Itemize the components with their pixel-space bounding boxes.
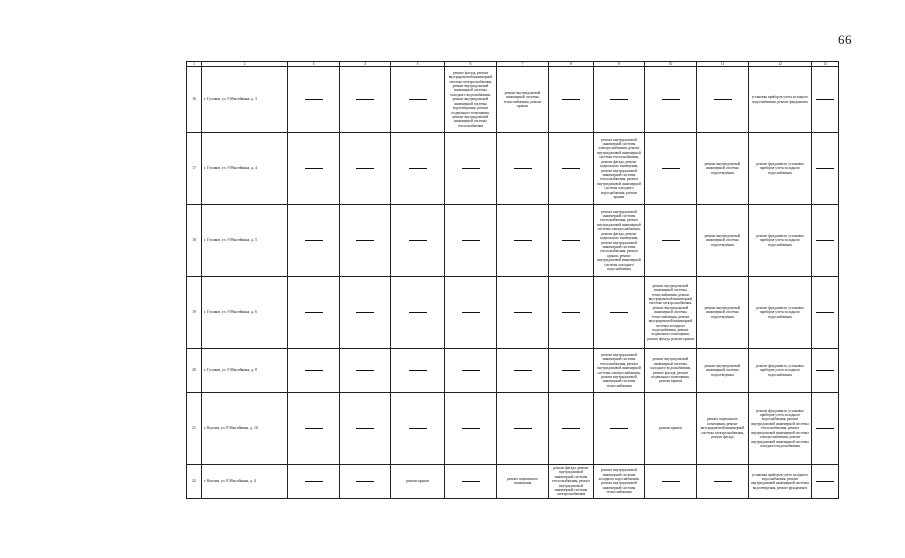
dash-mark bbox=[610, 312, 628, 313]
table-row bbox=[187, 465, 839, 499]
row-address: г. Гусиков, ул. 9 Мысейкина, д. 5 bbox=[202, 205, 288, 277]
empty-dash bbox=[645, 465, 697, 499]
work-cell: ремонт подвального помещения, ремонт внутридомовой инженерной системы электроснабжения, ремонт фасада bbox=[697, 393, 749, 465]
empty-dash bbox=[497, 393, 549, 465]
empty-dash bbox=[288, 465, 340, 499]
dash-mark bbox=[462, 312, 480, 313]
col-header: 11 bbox=[697, 62, 749, 67]
work-cell: ремонт внутридомовой инженерной системы теплоснабжения, ремонт внутридомовой инженерной системы электроснабжения, ремонт внутридомовой инженерной системы теплоснабжения bbox=[594, 349, 645, 393]
row-number: 22 bbox=[187, 465, 202, 499]
dash-mark bbox=[356, 99, 374, 100]
work-cell: ремонт крыши bbox=[391, 465, 445, 499]
empty-dash bbox=[549, 349, 594, 393]
table-row bbox=[187, 393, 839, 465]
empty-dash bbox=[288, 349, 340, 393]
empty-dash bbox=[549, 277, 594, 349]
empty-dash bbox=[645, 133, 697, 205]
col-header: 6 bbox=[445, 62, 497, 67]
work-cell: ремонт внутридомовой инженерной системы электроснабжения, ремонт внутридомовой инженерной системы теплоснабжения, ремонт фасада, ремонт подвального помещения, ремонт внутридомовой инженерной системы теплоснабжения, ремонт внутридомовой инженерной системы холодного водоснабжения, ремонт крыши bbox=[594, 133, 645, 205]
dash-mark bbox=[462, 240, 480, 241]
work-schedule-table bbox=[186, 61, 839, 499]
work-cell: ремонт фундамента, установка приборов учета холодного водоснабжения bbox=[749, 205, 812, 277]
empty-dash bbox=[594, 393, 645, 465]
empty-dash bbox=[445, 205, 497, 277]
work-cell: ремонт внутридомовой инженерной системы водоотведения bbox=[697, 133, 749, 205]
dash-mark bbox=[356, 481, 374, 482]
work-cell: ремонт фундамента, установка приборов учета холодного водоснабжения bbox=[749, 349, 812, 393]
empty-dash bbox=[645, 205, 697, 277]
row-address: г. Гусиков, ул. 9 Мысейкина, д. 8 bbox=[202, 349, 288, 393]
empty-dash bbox=[549, 205, 594, 277]
col-header: 8 bbox=[549, 62, 594, 67]
col-header: 5 bbox=[391, 62, 445, 67]
dash-mark bbox=[305, 428, 323, 429]
dash-mark bbox=[514, 240, 532, 241]
empty-dash bbox=[594, 67, 645, 133]
empty-dash bbox=[812, 67, 839, 133]
empty-dash bbox=[594, 277, 645, 349]
empty-dash bbox=[288, 205, 340, 277]
dash-mark bbox=[562, 99, 580, 100]
dash-mark bbox=[514, 312, 532, 313]
row-number: 18 bbox=[187, 205, 202, 277]
dash-mark bbox=[356, 240, 374, 241]
empty-dash bbox=[445, 393, 497, 465]
dash-mark bbox=[305, 168, 323, 169]
col-header: 7 bbox=[497, 62, 549, 67]
dash-mark bbox=[356, 370, 374, 371]
dash-mark bbox=[662, 240, 680, 241]
dash-mark bbox=[562, 312, 580, 313]
row-number: 17 bbox=[187, 133, 202, 205]
work-cell: ремонт фундамента, установка приборов учета холодного водоснабжения bbox=[749, 277, 812, 349]
dash-mark bbox=[562, 240, 580, 241]
dash-mark bbox=[610, 428, 628, 429]
empty-dash bbox=[288, 393, 340, 465]
work-cell: ремонт внутридомовой инженерной системы теплоснабжения, ремонт крыши bbox=[497, 67, 549, 133]
work-cell: ремонт фундамента, установка приборов учета холодного водоснабжения bbox=[749, 133, 812, 205]
dash-mark bbox=[356, 312, 374, 313]
col-header: 1 bbox=[187, 62, 202, 67]
dash-mark bbox=[662, 99, 680, 100]
row-address: г. Куклин, ул. 8 Мысейкина, д. 10 bbox=[202, 393, 288, 465]
dash-mark bbox=[409, 370, 427, 371]
empty-dash bbox=[391, 133, 445, 205]
empty-dash bbox=[497, 205, 549, 277]
empty-dash bbox=[812, 205, 839, 277]
row-address: г. Гусиков, ул. 9 Мысейкина, д. 6 bbox=[202, 277, 288, 349]
work-cell: ремонт внутридомовой инженерной системы водоотведения bbox=[697, 277, 749, 349]
empty-dash bbox=[340, 133, 391, 205]
dash-mark bbox=[514, 168, 532, 169]
work-cell: ремонт внутридомовой инженерной системы холодного водоснабжения, ремонт фасада, ремонт подвального помещения, ремонт крыши bbox=[645, 349, 697, 393]
empty-dash bbox=[697, 465, 749, 499]
dash-mark bbox=[514, 428, 532, 429]
empty-dash bbox=[391, 277, 445, 349]
dash-mark bbox=[462, 481, 480, 482]
empty-dash bbox=[340, 393, 391, 465]
dash-mark bbox=[562, 428, 580, 429]
row-address: г. Куклин, ул. 8 Мысейкина, д. 4 bbox=[202, 465, 288, 499]
work-cell: установка приборов учета холодного водоснабжения, ремонт фундамента bbox=[749, 67, 812, 133]
empty-dash bbox=[391, 67, 445, 133]
page-number: 66 bbox=[838, 32, 852, 47]
dash-mark bbox=[356, 428, 374, 429]
dash-mark bbox=[305, 370, 323, 371]
empty-dash bbox=[288, 133, 340, 205]
dash-mark bbox=[305, 99, 323, 100]
empty-dash bbox=[549, 67, 594, 133]
dash-mark bbox=[409, 99, 427, 100]
dash-mark bbox=[409, 240, 427, 241]
row-number: 21 bbox=[187, 393, 202, 465]
col-header: 13 bbox=[812, 62, 839, 67]
empty-dash bbox=[812, 277, 839, 349]
empty-dash bbox=[340, 277, 391, 349]
dash-mark bbox=[462, 370, 480, 371]
dash-mark bbox=[305, 240, 323, 241]
dash-mark bbox=[816, 240, 834, 241]
work-cell: ремонт фасада, ремонт внутридомовой инженерной системы теплоснабжения, ремонт внутридомовой инженерной системы электроснабжения bbox=[549, 465, 594, 499]
empty-dash bbox=[288, 67, 340, 133]
empty-dash bbox=[340, 205, 391, 277]
work-cell: установка приборов учета холодного водоснабжения, ремонт внутридомовой инженерной системы водоотведения, ремонт фундамента bbox=[749, 465, 812, 499]
empty-dash bbox=[697, 67, 749, 133]
dash-mark bbox=[816, 428, 834, 429]
empty-dash bbox=[391, 393, 445, 465]
row-address: г. Гусиков, ул. 9 Мысейкина, д. 4 bbox=[202, 133, 288, 205]
empty-dash bbox=[340, 349, 391, 393]
col-header: 4 bbox=[340, 62, 391, 67]
empty-dash bbox=[497, 277, 549, 349]
dash-mark bbox=[662, 168, 680, 169]
empty-dash bbox=[549, 133, 594, 205]
dash-mark bbox=[462, 428, 480, 429]
empty-dash bbox=[812, 133, 839, 205]
dash-mark bbox=[514, 370, 532, 371]
empty-dash bbox=[812, 393, 839, 465]
dash-mark bbox=[562, 370, 580, 371]
work-cell: ремонт фундамента, установка приборов учета холодного водоснабжения, ремонт внутридомовой инженерной системы теплоснабжения, ремонт внутридомовой инженерной системы электроснабжения, ремонт внутридомовой инженерной системы холодного водоснабжения bbox=[749, 393, 812, 465]
empty-dash bbox=[340, 67, 391, 133]
work-cell: ремонт подвального помещения bbox=[497, 465, 549, 499]
work-cell: ремонт внутридомовой инженерной системы теплоснабжения, ремонт внутридомовой инженерной системы электроснабжения, ремонт фасада, ремонт подвального помещения, ремонт внутридомовой инженерной системы теплоснабжения, ремонт крыши, ремонт внутридомовой инженерной системы холодного водоснабжения bbox=[594, 205, 645, 277]
empty-dash bbox=[812, 465, 839, 499]
dash-mark bbox=[816, 312, 834, 313]
dash-mark bbox=[356, 168, 374, 169]
dash-mark bbox=[305, 481, 323, 482]
col-header: 2 bbox=[202, 62, 288, 67]
dash-mark bbox=[816, 481, 834, 482]
row-address: г. Гусиков, ул. 9 Мысейкина, д. 3 bbox=[202, 67, 288, 133]
work-cell: ремонт внутридомовой инженерной системы холодного водоснабжения, ремонт внутридомовой инженерной системы теплоснабжения bbox=[594, 465, 645, 499]
empty-dash bbox=[812, 349, 839, 393]
dash-mark bbox=[714, 99, 732, 100]
work-cell: ремонт внутридомовой инженерной системы водоотведения bbox=[697, 349, 749, 393]
empty-dash bbox=[445, 349, 497, 393]
empty-dash bbox=[645, 67, 697, 133]
dash-mark bbox=[409, 428, 427, 429]
empty-dash bbox=[445, 465, 497, 499]
table-row bbox=[187, 205, 839, 277]
dash-mark bbox=[409, 312, 427, 313]
col-header: 9 bbox=[594, 62, 645, 67]
work-cell: ремонт внутридомовой инженерной системы водоотведения bbox=[697, 205, 749, 277]
dash-mark bbox=[816, 99, 834, 100]
empty-dash bbox=[288, 277, 340, 349]
dash-mark bbox=[816, 370, 834, 371]
dash-mark bbox=[305, 312, 323, 313]
table-row bbox=[187, 133, 839, 205]
dash-mark bbox=[816, 168, 834, 169]
empty-dash bbox=[340, 465, 391, 499]
row-number: 16 bbox=[187, 67, 202, 133]
col-header: 3 bbox=[288, 62, 340, 67]
dash-mark bbox=[462, 168, 480, 169]
dash-mark bbox=[610, 99, 628, 100]
row-number: 19 bbox=[187, 277, 202, 349]
col-header: 10 bbox=[645, 62, 697, 67]
empty-dash bbox=[497, 349, 549, 393]
dash-mark bbox=[662, 481, 680, 482]
empty-dash bbox=[391, 205, 445, 277]
dash-mark bbox=[714, 481, 732, 482]
dash-mark bbox=[409, 168, 427, 169]
work-cell: ремонт крыши bbox=[645, 393, 697, 465]
table-row bbox=[187, 67, 839, 133]
empty-dash bbox=[445, 277, 497, 349]
row-number: 20 bbox=[187, 349, 202, 393]
empty-dash bbox=[391, 349, 445, 393]
dash-mark bbox=[562, 168, 580, 169]
table-row bbox=[187, 349, 839, 393]
work-cell: ремонт фасада, ремонт внутридомовой инженерной системы электроснабжения, ремонт внутридомовой инженерной системы холодного водоснабжения, ремонт внутридомовой инженерной системы водоотведения, ремонт подвального помещения, ремонт внутридомовой инженерной системы теплоснабжения bbox=[445, 67, 497, 133]
table-row bbox=[187, 277, 839, 349]
col-header: 12 bbox=[749, 62, 812, 67]
work-cell: ремонт внутридомовой инженерной системы теплоснабжения, ремонт внутридомовой инженерной системы электроснабжения, ремонт внутридомовой инженерной системы теплоснабжения, ремонт внутридомовой инженерной системы холодного водоснабжения, ремонт подвального помещения, ремонт фасада, ремонт крыши bbox=[645, 277, 697, 349]
empty-dash bbox=[497, 133, 549, 205]
empty-dash bbox=[445, 133, 497, 205]
empty-dash bbox=[549, 393, 594, 465]
